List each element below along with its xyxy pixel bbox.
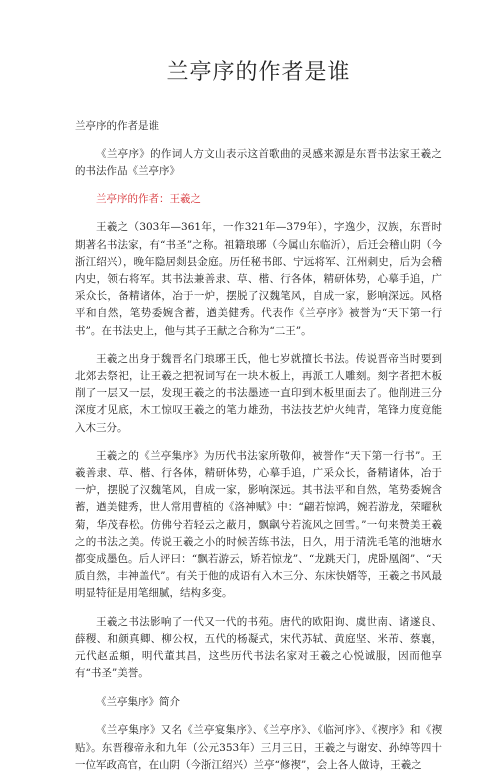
biography-paragraph: 王羲之（303年—361年，一作321年—379年），字逸少，汉族，东晋时期著名书法家，有“书圣”之称。祖籍琅琊（今属山东临沂），后迁会稽山阴（今浙江绍兴），晚年隐居剡县金庭。历任秘书郎、宁远将军、江州刺史，后为会稽内史，领右将军。其书法兼善隶、草、楷、行各体，精研体势，心摹手追，广采众长，备精诸体，冶于一炉，摆脱了汉魏笔风，自成一家，影响深远。风格平和自然，笔势委婉含蓄，遒美健秀。代表作《兰亭序》被誉为“天下第一行书”。在书法史上，他与其子王献之合称为“二王”。 — [75, 221, 442, 337]
intro-paragraph: 《兰亭序》的作词人方文山表示这首歌曲的灵感来源是东晋书法家王羲之的书法作品《兰亭序》 — [75, 148, 442, 178]
document-subtitle: 兰亭序的作者是谁 — [75, 120, 159, 132]
lantingxu-intro-heading: 《兰亭集序》简介 — [96, 696, 180, 709]
author-heading: 兰亭序的作者：王羲之 — [96, 193, 201, 206]
anecdote-paragraph: 王羲之出身于魏晋名门琅琊王氏，他七岁就擅长书法。传说晋帝当时要到北郊去祭祀，让王羲之把祝词写在一块木板上，再派工人雕刻。刻字者把木板削了一层又一层，发现王羲之的书法墨迹一直印到木板里面去了。他削进三分深度才见底，木工惊叹王羲之的笔力雄劲，书法技艺炉火纯青，笔锋力度竟能入木三分。 — [75, 352, 442, 434]
lantingxu-intro-paragraph: 《兰亭集序》又名《兰亭宴集序》、《兰亭序》、《临河序》、《禊序》和《禊贴》。东晋穆帝永和九年（公元353年）三月三日，王羲之与谢安、孙绰等四十一位军政高官，在山阴（今浙江绍兴）兰亭“修禊”，会上各人做诗，王羲之 — [75, 724, 442, 771]
lantingxu-paragraph: 王羲之的《兰亭集序》为历代书法家所敬仰，被誉作“天下第一行书”。王羲善隶、草、楷、行各体，精研体势，心摹手追，广采众长，备精诸体，冶于一炉，摆脱了汉魏笔风，自成一家，影响深远。其书法平和自然，笔势委婉含蓄，遒美健秀，世人常用曹植的《洛神赋》中：“翩若惊鸿，婉若游龙，荣曜秋菊，华茂春松。仿佛兮若轻云之蔽月，飘飖兮若流风之回雪。”一句来赞美王羲之的书法之美。传说王羲之小的时候苦练书法，日久，用于清洗毛笔的池塘水都变成墨色。后人评曰：“飘若游云，矫若惊龙”、“龙跳天门，虎卧凰阁”、“天质自然，丰神盖代”。有关于他的成语有入木三分、东床快婿等，王羲之书风最明显特征是用笔细腻，结构多变。 — [75, 449, 442, 600]
influence-paragraph: 王羲之书法影响了一代又一代的书苑。唐代的欧阳询、虞世南、诸遂良、薛稷、和颜真卿、柳公权，五代的杨凝式，宋代苏轼、黄庭坚、米芾、蔡襄，元代赵孟頫，明代董其昌，这些历代书法名家对王羲之心悦诚服，因而他享有“书圣”美誉。 — [75, 615, 442, 680]
document-title: 兰亭序的作者是谁 — [166, 60, 351, 85]
